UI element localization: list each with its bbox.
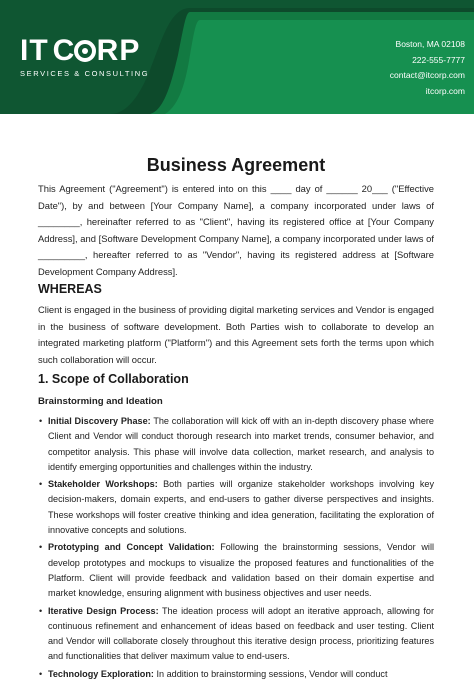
whereas-paragraph: Client is engaged in the business of providing digital marketing services and Vendor is engaged in the business of software development. Both Parties wish to collaborate to develop an integrated marketing platform ("Platform") and this Agreement sets forth the terms upon which such collaboration will occur. (38, 304, 434, 365)
list-item (48, 540, 434, 601)
list-item-text: Both parties will organize stakeholder workshops involving key decision-makers, domain experts, and end-users to gather diverse perspectives and insights. These workshops will foster creative thinking and idea generation, facilitating the exploration of innovative concepts and solutions. (48, 479, 434, 536)
logo-text-it: IT (20, 34, 49, 67)
list-item-term: Initial Discovery Phase: (48, 416, 151, 426)
list-item-term: Prototyping and Concept Validation: (48, 542, 215, 553)
contact-email[interactable]: contact@itcorp.com (389, 70, 465, 80)
contact-phone: 222-555-7777 (412, 54, 465, 65)
logo-text-rp: RP (96, 34, 141, 67)
logo-wordmark (20, 36, 149, 66)
list-item (48, 477, 434, 538)
scope-subheading: Brainstorming and Ideation (38, 396, 163, 407)
list-item (48, 604, 434, 665)
list-item-text: In addition to brainstorming sessions, Vendor will conduct (153, 668, 388, 679)
logo-tagline: SERVICES & CONSULTING (20, 69, 150, 78)
list-item-term: Stakeholder Workshops: (48, 479, 158, 490)
list-item (48, 667, 434, 682)
scope-list (38, 414, 434, 682)
list-item-term: Technology Exploration: (48, 668, 154, 679)
contact-info (390, 37, 465, 99)
logo-text-c: C (52, 34, 76, 67)
list-item-term: Iterative Design Process: (48, 605, 159, 616)
list-item-text: The collaboration will kick off with an in-depth discovery phase where Client and Vendor will conduct thorough research into market trends, consumer behavior, and competitor analysis. This phase will involve data collection, market research, and analysis to identify emerging opportunities and challenges within the industry. (48, 416, 434, 472)
list-item-text: Following the brainstorming sessions, Vendor will develop prototypes and mockups to visualize the proposed features and functionalities of the Platform. Client will provide feedback and validation based on their domain expertise and market knowledge, ensuring alignment with business objectives and user needs. (48, 542, 434, 599)
contact-website[interactable]: itcorp.com (425, 85, 465, 96)
company-logo (20, 36, 149, 78)
document-title: Business Agreement (146, 155, 326, 175)
contact-address: Boston, MA 02108 (395, 39, 465, 49)
whereas-heading: WHEREAS (38, 282, 102, 296)
list-item (48, 414, 434, 475)
intro-paragraph: This Agreement ("Agreement") is entered into on this ____ day of ______ 20___ ("Effective Date"), by and between [Your Company Name], a company incorporated under laws of ________, hereinafter referred to as "Client", having its registered office at [Your Company Address], and [Software Development Company Name], a company incorporated under laws of _________, hereafter referred to as "Vendor", having its registered address at [Software Development Company Address]. (38, 183, 434, 277)
list-item-text: The ideation process will adopt an iterative approach, allowing for continuous refinement and enhancement of ideas based on feedback and user testing. Client and Vendor will collaborate closely throughout this iterative design process, prioritizing features and functionalities that deliver maximum value to end-users. (48, 605, 434, 662)
letterhead (0, 0, 474, 114)
document-body (38, 150, 434, 682)
logo-o-icon (74, 40, 96, 62)
scope-heading: 1. Scope of Collaboration (38, 372, 189, 386)
